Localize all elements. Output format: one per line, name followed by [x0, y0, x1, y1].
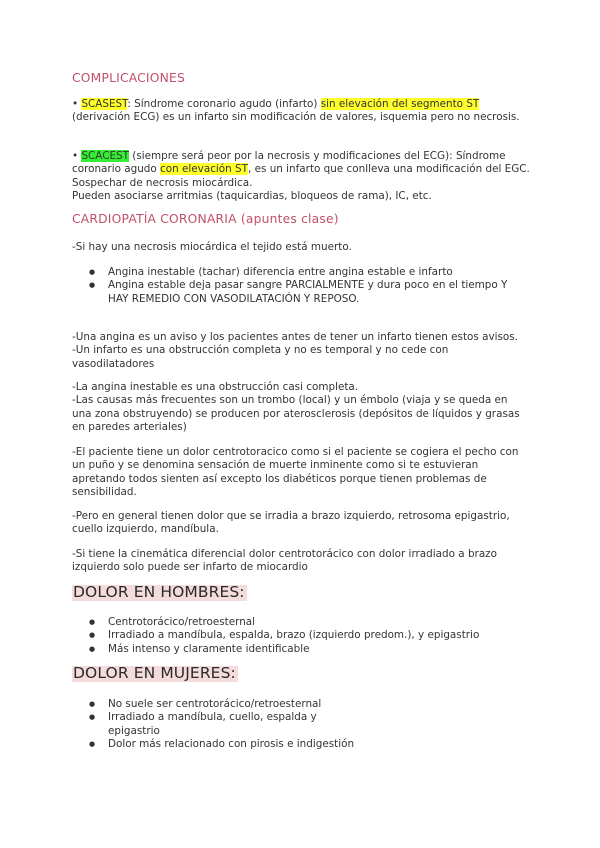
- scacest-text-2: , es un infarto que conlleva una modificación del EGC. Sospechar de necrosis miocárdica.: [72, 163, 530, 189]
- complicaciones-heading: COMPLICACIONES: [72, 71, 186, 85]
- necrosis-paragraph: -Si hay una necrosis miocárdica el tejido está muerto.: [72, 241, 352, 253]
- angina-bullet-list: [72, 266, 524, 306]
- bullet: •: [72, 150, 82, 162]
- list-item: ● Angina estable deja pasar sangre PARCIALMENTE y dura poco en el tiempo Y HAY REMEDIO CON VASODILATACIÓN Y REPOSO.: [72, 279, 524, 306]
- scacest-highlight: con elevación ST: [160, 163, 248, 176]
- list-item: ● Centrotorácico/retroesternal: [72, 616, 532, 629]
- cinematica-paragraph: -Si tiene la cinemática diferencial dolor centrotorácico con dolor irradiado a brazo izquierdo solo puede ser infarto de miocardio: [72, 548, 497, 574]
- text-line: -Las causas más frecuentes son un trombo (local) y un émbolo (viaja y se queda en una zona obstruyendo) se producen por aterosclerosis (depósitos de líquidos y grasas en paredes arteriales): [72, 394, 520, 434]
- scasest-highlight: sin elevación del segmento ST: [320, 98, 480, 110]
- dolor-mujeres-list: [72, 698, 372, 752]
- dolor-mujeres-heading-wrap: [72, 666, 532, 682]
- scasest-text-1: : Síndrome coronario agudo (infarto): [127, 98, 321, 110]
- dolor-hombres-heading-wrap: [72, 585, 532, 601]
- dolor-hombres-heading: DOLOR EN HOMBRES:: [73, 583, 245, 601]
- list-item: ● Angina inestable (tachar) diferencia entre angina estable e infarto: [72, 266, 524, 279]
- dolor-hombres-list: [72, 616, 532, 656]
- irradiacion-paragraph: -Pero en general tienen dolor que se irradia a brazo izquierdo, retrosoma epigastrio, cuello izquierdo, mandíbula.: [72, 510, 510, 536]
- angina-inestable-paragraph: [72, 381, 530, 435]
- bullet: •: [72, 98, 82, 110]
- list-item: ● Dolor más relacionado con pirosis e indigestión: [72, 738, 372, 751]
- scasest-paragraph: [72, 98, 534, 125]
- list-item: ● No suele ser centrotorácico/retroesternal: [72, 698, 372, 711]
- list-item: ● Más intenso y claramente identificable: [72, 643, 532, 656]
- dolor-centrotoracico-paragraph: -El paciente tiene un dolor centrotoracico como si el paciente se cogiera el pecho con un puño y se denomina sensación de muerte inminente como si te estuvieran apretando todos sienten así excepto los diabéticos porque tienen problemas de sensibilidad.: [72, 446, 519, 499]
- scasest-tag: SCASEST: [81, 98, 128, 110]
- scacest-text-1: (siempre será peor por la necrosis y modificaciones del ECG): Síndrome coronario agudo: [72, 150, 506, 176]
- scacest-tag: SCACEST: [81, 150, 129, 162]
- dolor-mujeres-heading: DOLOR EN MUJERES:: [73, 664, 236, 682]
- list-item: ● Irradiado a mandíbula, espalda, brazo (izquierdo predom.), y epigastrio: [72, 629, 532, 642]
- scacest-paragraph: [72, 150, 534, 204]
- text-line: -Una angina es un aviso y los pacientes antes de tener un infarto tienen estos avisos.: [72, 331, 518, 343]
- text-line: -La angina inestable es una obstrucción casi completa.: [72, 381, 359, 393]
- text-line: -Un infarto es una obstrucción completa y no es temporal y no cede con vasodilatadores: [72, 344, 449, 370]
- angina-aviso-paragraph: [72, 331, 524, 371]
- scasest-text-2: (derivación ECG) es un infarto sin modificación de valores, isquemia pero no necrosis.: [72, 111, 520, 124]
- scacest-text-3: Pueden asociarse arritmias (taquicardias, bloqueos de rama), IC, etc.: [72, 190, 432, 203]
- list-item: ● Irradiado a mandíbula, cuello, espalda y epigastrio: [72, 711, 328, 738]
- cardiopatia-heading: CARDIOPATÍA CORONARIA (apuntes clase): [72, 212, 339, 226]
